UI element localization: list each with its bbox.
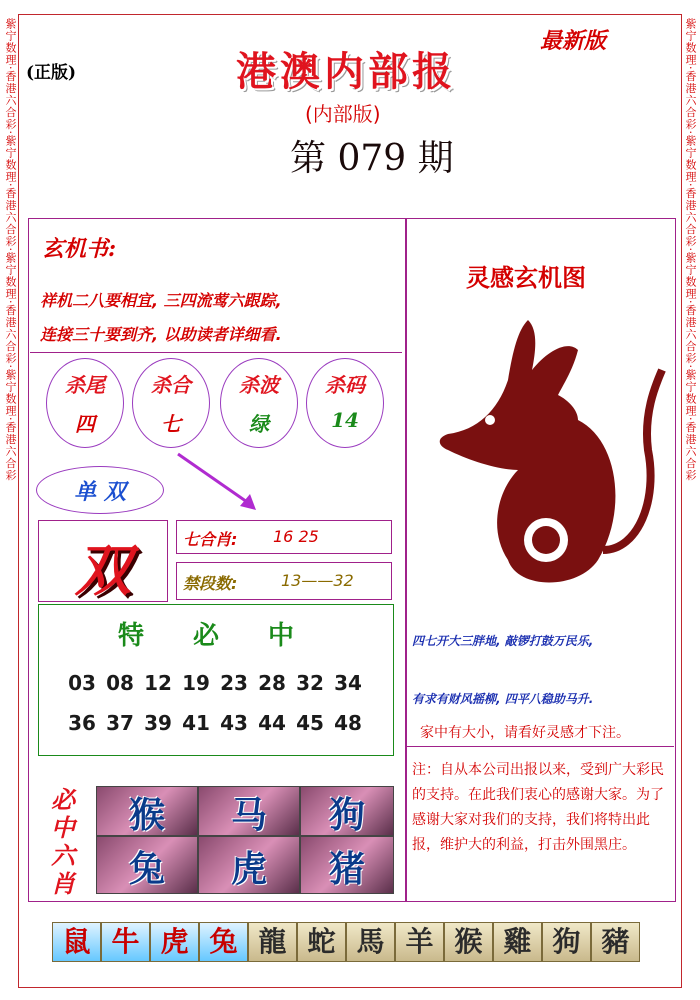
zodiac-photo [198, 836, 300, 894]
rat-icon [428, 300, 668, 600]
zodiac-animal: 狗 [328, 794, 365, 836]
oval-title: 杀合 [151, 373, 191, 397]
oval-value: 四 [75, 412, 95, 436]
number: 44 [258, 711, 286, 735]
oval-value: 七 [161, 412, 181, 436]
number: 45 [296, 711, 324, 735]
zodiac-cell-snake: 蛇 [297, 922, 346, 962]
right-side-banner: 紫宁数理·香港六合彩·紫宁数理·香港六合彩·紫宁数理·香港六合彩·紫宁数理·香港六合彩 [684, 18, 697, 482]
zodiac-animal: 虎 [230, 848, 267, 890]
mystery-line-1: 祥机二八要相宜, 三四流莺六跟踪, [40, 291, 282, 310]
zodiac-photo [96, 836, 198, 894]
number: 23 [220, 671, 248, 695]
seven-combo-label: 七合肖: [183, 530, 238, 549]
answer-text: 双 [75, 538, 131, 604]
latest-edition-label: 最新版 [540, 28, 607, 54]
special-row-2 [63, 711, 367, 735]
inspiration-line-3: 家中有大小，请看好灵感才下注。 [420, 725, 630, 741]
zodiac-animal: 猴 [128, 794, 165, 836]
mystery-heading: 玄机书: [42, 236, 117, 262]
oval-title: 杀尾 [65, 373, 105, 397]
edition-label: (正版) [26, 63, 77, 83]
number: 32 [296, 671, 324, 695]
number: 34 [334, 671, 362, 695]
zodiac-cell-ox: 牛 [101, 922, 150, 962]
inspiration-title: 灵感玄机图 [466, 263, 586, 292]
special-box [38, 604, 394, 756]
six-zodiac-label: 必中六肖 [51, 785, 75, 898]
number: 48 [334, 711, 362, 735]
number: 19 [182, 671, 210, 695]
oval-value: 14 [331, 408, 359, 432]
seven-combo-value: 16 25 [273, 527, 319, 546]
left-side-banner: 紫宁数理·香港六合彩·紫宁数理·香港六合彩·紫宁数理·香港六合彩·紫宁数理·香港六合彩 [4, 18, 17, 482]
zodiac-cell-rat: 鼠 [52, 922, 101, 962]
zodiac-photo [300, 836, 394, 894]
zodiac-cell-monkey: 猴 [444, 922, 493, 962]
mystery-line-2: 连接三十要到齐, 以助读者详细看. [40, 325, 282, 344]
arrow-icon [170, 448, 270, 518]
zodiac-photo [300, 786, 394, 836]
kill-combo-oval [132, 358, 210, 448]
answer-box [38, 520, 168, 602]
special-heading: 特 必 中 [117, 621, 315, 651]
zodiac-animal: 兔 [128, 848, 165, 890]
zodiac-cell-dragon: 龍 [248, 922, 297, 962]
number: 43 [220, 711, 248, 735]
range-value: 13——32 [281, 571, 354, 590]
range-box [176, 562, 392, 600]
zodiac-cell-tiger: 虎 [150, 922, 199, 962]
divider [406, 746, 674, 747]
seven-combo-box [176, 520, 392, 554]
number: 37 [106, 711, 134, 735]
zodiac-cell-pig: 豬 [591, 922, 640, 962]
zodiac-animal: 猪 [328, 848, 365, 890]
divider [30, 352, 402, 353]
kill-tail-oval [46, 358, 124, 448]
zodiac-photo [96, 786, 198, 836]
range-label: 禁段数: [183, 574, 238, 593]
page-title: 港澳内部报 [236, 48, 456, 95]
zodiac-photo [198, 786, 300, 836]
subtitle: (内部版) [305, 102, 381, 126]
oval-title: 杀波 [239, 373, 279, 397]
number: 36 [68, 711, 96, 735]
special-row-1 [63, 671, 367, 695]
number: 03 [68, 671, 96, 695]
kill-code-oval [306, 358, 384, 448]
zodiac-cell-goat: 羊 [395, 922, 444, 962]
zodiac-cell-dog: 狗 [542, 922, 591, 962]
number: 39 [144, 711, 172, 735]
single-double-label: 单 双 [74, 479, 126, 505]
single-double-oval [36, 466, 164, 514]
inspiration-line-2: 有求有财风摇柳, 四平八稳助马升. [412, 692, 594, 706]
zodiac-animal: 马 [230, 794, 267, 836]
inspiration-line-1: 四七开大三胖地, 敲锣打鼓万民乐, [412, 634, 594, 648]
notice-text: 注：自从本公司出报以来，受到广大彩民的支持。在此我们衷心的感谢大家。为了感谢大家对我们的支持，我们将特出此报，维护大的利益，打击外围黑庄。 [412, 762, 664, 853]
oval-value: 绿 [249, 412, 269, 436]
issue-number: 第 079 期 [290, 138, 454, 179]
number: 28 [258, 671, 286, 695]
zodiac-cell-horse: 馬 [346, 922, 395, 962]
zodiac-cell-rabbit: 兔 [199, 922, 248, 962]
number: 08 [106, 671, 134, 695]
number: 12 [144, 671, 172, 695]
number: 41 [182, 711, 210, 735]
kill-wave-oval [220, 358, 298, 448]
oval-title: 杀码 [325, 373, 365, 397]
zodiac-cell-rooster: 雞 [493, 922, 542, 962]
